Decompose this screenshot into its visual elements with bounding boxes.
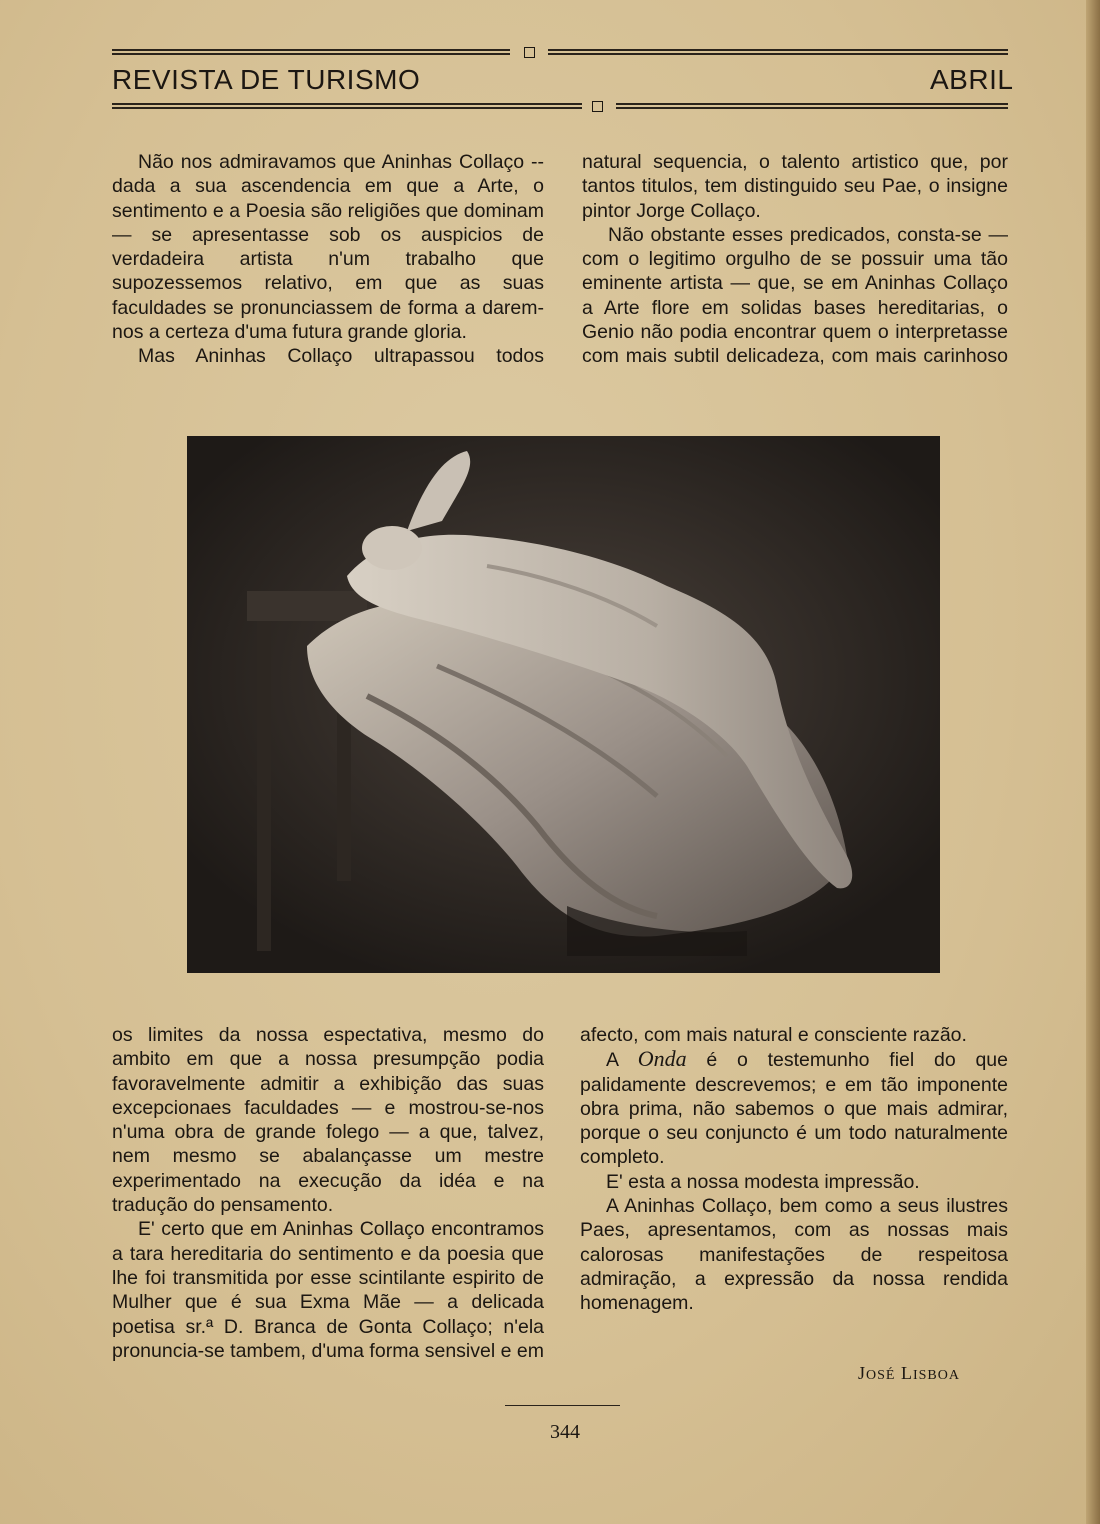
- signature-rest: ISBOA: [912, 1368, 960, 1383]
- rule-line: [112, 107, 582, 109]
- rule-line: [112, 103, 582, 105]
- issue-month: ABRIL: [930, 64, 1014, 95]
- paragraph: A Aninhas Collaço, bem como a seus ilustres Paes, apresentamos, com as nossas mais calorosas manifestações de respeitosa admiração, a expressão da nossa rendida homenagem.: [580, 1195, 1008, 1315]
- rule-line: [548, 53, 1008, 55]
- rule-line: [616, 107, 1008, 109]
- artwork-title: Onda: [637, 1046, 687, 1072]
- page-number-rule: [505, 1405, 620, 1406]
- rule-line: [112, 49, 510, 51]
- paragraph: natural sequencia, o talento artistico que, por tantos titulos, tem distinguido seu Pae, o insigne pintor Jorge Collaço.: [582, 151, 1008, 222]
- text-run: é o testemunho fiel do que palidamente descrevemos; e em tão imponente obra prima, não sabemos o que mais admirar, porque o seu conjuncto é um todo naturalmente completo.: [580, 1049, 1008, 1169]
- rule-line: [112, 53, 510, 55]
- paragraph: Mas Aninhas Collaço ultrapassou todos: [138, 345, 544, 368]
- header-top-rule: [112, 46, 1008, 62]
- paragraph: afecto, com mais natural e consciente razão.: [580, 1024, 967, 1046]
- rule-line: [548, 49, 1008, 51]
- paragraph: Não nos admiravamos que Aninhas Collaço -- dada a sua ascendencia em que a Arte, o sentimento e a Poesia são religiões que dominam — se apresentasse sob os auspicios de verdadeira artista n'um trabalho que supozessemos relativo, em que as suas faculdades se pronunciassem de forma a darem-nos a certeza d'uma futura grande gloria.: [112, 151, 544, 344]
- text-run: A: [606, 1049, 618, 1072]
- paragraph: [580, 1047, 1008, 1169]
- signature-initial: J: [858, 1363, 867, 1383]
- page-spine-edge: [1086, 0, 1100, 1524]
- header-bottom-rule: [112, 100, 1008, 116]
- paragraph: Não obstante esses predicados, consta-se — com o legitimo orgulho de se possuir uma tão eminente artista — que, se em Aninhas Collaço a Arte flore em solidas bases hereditarias, o Genio não podia encontrar quem o interpretasse com mais subtil delicadeza, com mais carinhoso: [582, 223, 1008, 368]
- column-bottom-left: [112, 1023, 544, 1363]
- paragraph: E' certo que em Aninhas Collaço encontramos a tara hereditaria do sentimento e da poesia que lhe foi transmitida por esse scintilante espirito de Mulher que é sua Exma Mãe — a delicada poetisa sr.ª D. Branca de Gonta Collaço; n'ela pronuncia-se tambem, d'uma forma sensivel e em: [112, 1218, 544, 1362]
- page-number: 344: [550, 1421, 580, 1443]
- column-top-left: [112, 150, 544, 369]
- rule-line: [616, 103, 1008, 105]
- ornament-box: [592, 101, 603, 112]
- ornament-box: [524, 47, 535, 58]
- signature-rest: OSÉ: [866, 1368, 896, 1383]
- sculpture-image: [187, 436, 940, 973]
- signature-initial: L: [900, 1363, 913, 1383]
- sculpture-photograph: [187, 436, 940, 973]
- author-signature: [858, 1363, 960, 1384]
- magazine-title: REVISTA DE TURISMO: [112, 64, 421, 95]
- column-bottom-right: [580, 1023, 1008, 1316]
- column-top-right: [582, 150, 1008, 369]
- paragraph: E' esta a nossa modesta impressão.: [606, 1170, 920, 1193]
- paragraph: os limites da nossa espectativa, mesmo do ambito em que a nossa presumpção podia favoravelmente admitir a exhibição das suas excepcionaes faculdades — e mostrou-se-nos n'uma obra de grande folego — a que, talvez, nem mesmo se abalançasse um mestre experimentado na execução da idéa e na tradução do pensamento.: [112, 1024, 544, 1217]
